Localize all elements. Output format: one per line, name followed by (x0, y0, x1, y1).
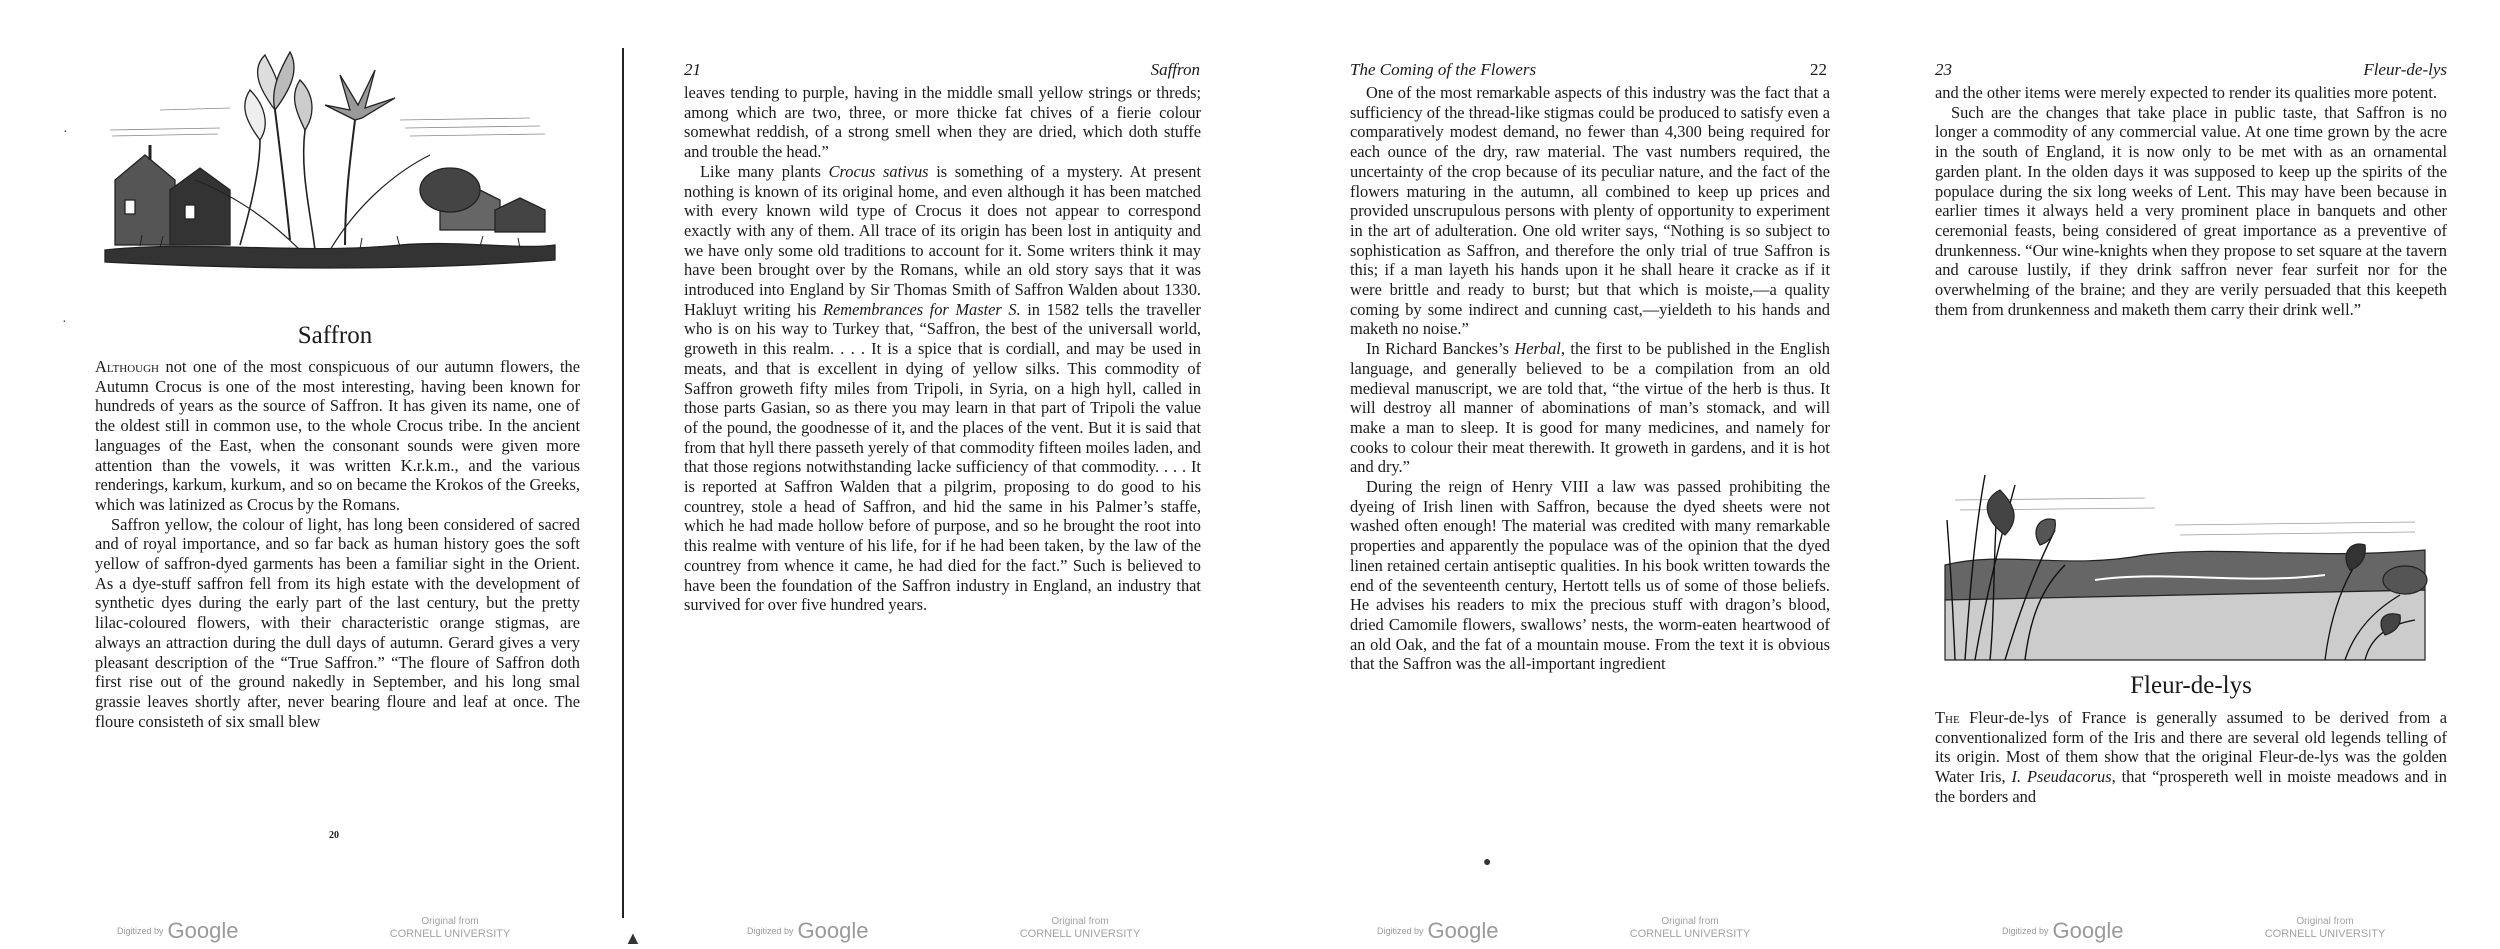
folio: 23 (1935, 60, 1952, 79)
paragraph: During the reign of Henry VIII a law was passed prohibiting the dyeing of Irish linen with Saffron, because the dyed sheets were not washed often enough! The material was credited with many remarkable properties and apparently the populace was of the opinion that the dyed linen retained certain antiseptic qualities. In his book written towards the end of the seventeenth century, Hertott tells us of some of those beliefs. He advises his readers to mix the precious stuff with dragon’s blood, dried Camomile flowers, swallows’ nests, the worm-eaten heartwood of an old Oak, and the fat of a mountain mouse. From the text it is obvious that the Saffron was the all-important ingredient (1350, 477, 1830, 674)
original-from (2255, 916, 2395, 940)
scan-mark: ▲ (624, 928, 642, 948)
google-logo: Google (1427, 918, 1499, 943)
body-text (684, 83, 1201, 615)
body-text (1350, 83, 1830, 674)
original-from (1010, 916, 1150, 940)
institution-name: CORNELL UNIVERSITY (2264, 928, 2386, 940)
digitized-label: Digitized by (1377, 926, 1424, 936)
running-title: The Coming of the Flowers (1350, 60, 1537, 79)
paragraph (684, 162, 1201, 615)
scan-mark: ● (1483, 855, 1492, 870)
paragraph: and the other items were merely expected to render its qualities more potent. (1935, 83, 2438, 102)
chapter-title: Saffron (297, 322, 373, 349)
scan-mark: · (63, 125, 68, 140)
paragraph (95, 357, 580, 515)
crocus-illustration (100, 50, 560, 275)
folio: 20 (329, 830, 339, 841)
page-23 (1875, 0, 2500, 945)
italic-run: Crocus sativus (828, 161, 929, 181)
scan-mark: · (62, 315, 67, 330)
original-from (380, 916, 520, 940)
digitized-by-google (2002, 918, 2123, 944)
paragraph: Such are the changes that take place in public taste, that Saffron is no longer a commodity of any commercial value. At one time grown by the acre in the south of England, it is now only to be met with as an ornamental garden plant. In the olden days it was supposed to keep up the spirits of the populace during the six long weeks of Lent. This may have been because in earlier times it always held a very prominent place in banquets and other ceremonial feasts, being considered of great importance as a preventive of drunkenness. “Our wine-knights when they propose to set square at the tavern and carouse lustily, if they drink saffron never fear surfeit nor for the overwhelming of the braine; and they are verily persuaded that this keepeth them from drunkenness and maketh them carry their drink well.” (1935, 102, 2447, 319)
google-logo: Google (167, 918, 239, 943)
running-title: Saffron (1150, 60, 1200, 79)
original-from (1620, 916, 1760, 940)
original-from-label: Original from (1051, 916, 1109, 927)
digitized-label: Digitized by (117, 926, 164, 936)
chapter-title: Fleur-de-lys (2130, 672, 2252, 699)
paragraph (1935, 708, 2447, 807)
text-run: In Richard Banckes’s (1366, 339, 1515, 359)
drop-lead: Although (95, 357, 159, 376)
water-iris-illustration (1945, 470, 2425, 660)
paragraph (95, 515, 580, 732)
google-logo: Google (797, 918, 869, 943)
paragraph: One of the most remarkable aspects of this industry was the fact that a sufficiency of the thread-like stigmas could be produced to satisfy even a comparatively modest demand, no fewer than 4,300 being required for each ounce of the dry, raw material. The vast numbers required, the uncertainty of the crop because of its peculiar nature, and the fact of the flowers maturing in the autumn, all combined to keep up prices and provided unscrupulous persons with plenty of opportunity to experiment in the art of adulteration. One old writer says, “Nothing is so subject to sophistication as Saffron, and therefore the only trial of true Saffron is this; if a man layeth his hands upon it he shall heare it cracke as if it were brittle and ready to burst; but that which is moiste,—a quality coming by some indirect and cunning cast,—yieldeth to his hands and maketh no noise.” (1350, 83, 1830, 339)
paragraph (1350, 339, 1830, 477)
body-text (1935, 708, 2447, 807)
drop-lead: The (1935, 708, 1960, 727)
original-from-label: Original from (421, 916, 479, 927)
text-run: is something of a mystery. At present nothing is known of its original home, and even although it has been matched with every known wild type of Crocus it does not appear to correspond exactly with any of them. All trace of its origin has been lost in antiquity and we have only some old traditions to account for it. Some writers think it may have been brought over by the Romans, while an old story says that it was introduced into England by Sir Thomas Smith of Saffron Walden about 1330. Hakluyt writing his (684, 161, 1201, 319)
text-run: in 1582 tells the traveller who is on his way to Turkey that, “Saffron, the best of the universall world, groweth in this realm. . . . It is a spice that is cordiall, and may be used in meats, and that is excellent in dying of yellow silks. This commodity of Saffron groweth fifty miles from Tripoli, in Syria, on a high hyll, called in those parts Gasian, so as there you may learn in that part of Tripoli the value of the pound, the goodnesse of it, and the places of the vent. But it is said that from that hyll there passeth yerely of that commodity fifteen moiles laden, and that those regions notwithstanding lacke sufficiency of that commodity. . . . It is reported at Saffron Walden that a pilgrim, proposing to do good to his countrey, stole a head of Saffron, and hid the same in his Palmer’s staffe, which he had made hollow before of purpose, and so he brought the root into this realme with venture of his life, for if he had been taken, by the law of the countrey from whence it came, he had died for the fact.” Such is believed to have been the foundation of the Saffron industry in England, an industry that survived for over five hundred years. (684, 299, 1201, 615)
paragraph-text: not one of the most conspicuous of our autumn flowers, the Autumn Crocus is one of the most interesting, having been known for hundreds of years as the source of Saffron. It has given its name, one of the oldest still in common use, to the whole Crocus tribe. In the ancient languages of the East, when the consonant sounds were given more attention than the vowels, it was written K.r.k.m., and the various renderings, karkum, kurkum, and so on became the Krokos of the Greeks, which was latinized as Crocus by the Romans. (95, 357, 580, 514)
folio: 21 (684, 60, 701, 79)
institution-name: CORNELL UNIVERSITY (1629, 928, 1751, 940)
text-run: Like many plants (700, 161, 829, 181)
text-run: , the first to be published in the English language, and generally believed to be a compilation from an old medieval manuscript, we are told that, “the virtue of the herb is thus. It will destroy all manner of abominations of man’s stomack, and will make a man to sleep. It is good for many medicines, and namely for cooks to colour their meat therewith. It groweth in gardens, and it is hot and dry.” (1350, 339, 1830, 477)
body-text (95, 357, 580, 731)
folio: 22 (1810, 60, 1827, 79)
digitized-label: Digitized by (747, 926, 794, 936)
running-title: Fleur-de-lys (2363, 60, 2447, 79)
digitized-label: Digitized by (2002, 926, 2049, 936)
paragraph-text: Saffron yellow, the colour of light, has long been considered of sacred and of royal importance, and so far back as human history goes the soft yellow of saffron-dyed garments has been a familiar sight in the Orient. As a dye-stuff saffron fell from its high estate with the development of synthetic dyes during the early part of the last century, but the pretty lilac-coloured flowers, with their characteristic orange stigmas, are always an attraction during the dull days of autumn. Gerard gives a very pleasant description of the “True Saffron.” “The floure of Saffron doth first rise out of the ground nakedly in September, and his long smal grassie leaves shortly after, never bearing floure and leaf at once. The floure consisteth of six small blew (95, 514, 580, 731)
google-logo: Google (2052, 918, 2124, 943)
digitized-by-google (747, 918, 868, 944)
page-21 (624, 0, 1250, 948)
italic-run: Herbal (1514, 339, 1561, 359)
original-from-label: Original from (1661, 916, 1719, 927)
text-run: , that “prospereth well in moiste meadows and in the borders and (1935, 767, 2447, 806)
digitized-by-google (117, 918, 238, 944)
digitized-by-google (1377, 918, 1498, 944)
institution-name: CORNELL UNIVERSITY (389, 928, 511, 940)
institution-name: CORNELL UNIVERSITY (1019, 928, 1141, 940)
body-text (1935, 83, 2447, 319)
original-from-label: Original from (2296, 916, 2354, 927)
text-run: Fleur-de-lys of France is generally assumed to be derived from a conventionalized form of the Iris and there are several old legends telling of its origin. Most of them show that the original Fleur-de-lys was the golden Water Iris, (1935, 708, 2447, 787)
italic-run: Remembrances for Master S. (822, 299, 1021, 319)
page-22 (1250, 0, 1875, 945)
page-20 (0, 0, 630, 945)
paragraph: leaves tending to purple, having in the middle small yellow strings or threds; among which are two, three, or more thicke fat chives of a fierie colour somewhat reddish, of a strong smell when they are dried, which doth stuffe and trouble the head.” (684, 83, 1201, 162)
italic-run: I. Pseudacorus (2011, 767, 2112, 787)
